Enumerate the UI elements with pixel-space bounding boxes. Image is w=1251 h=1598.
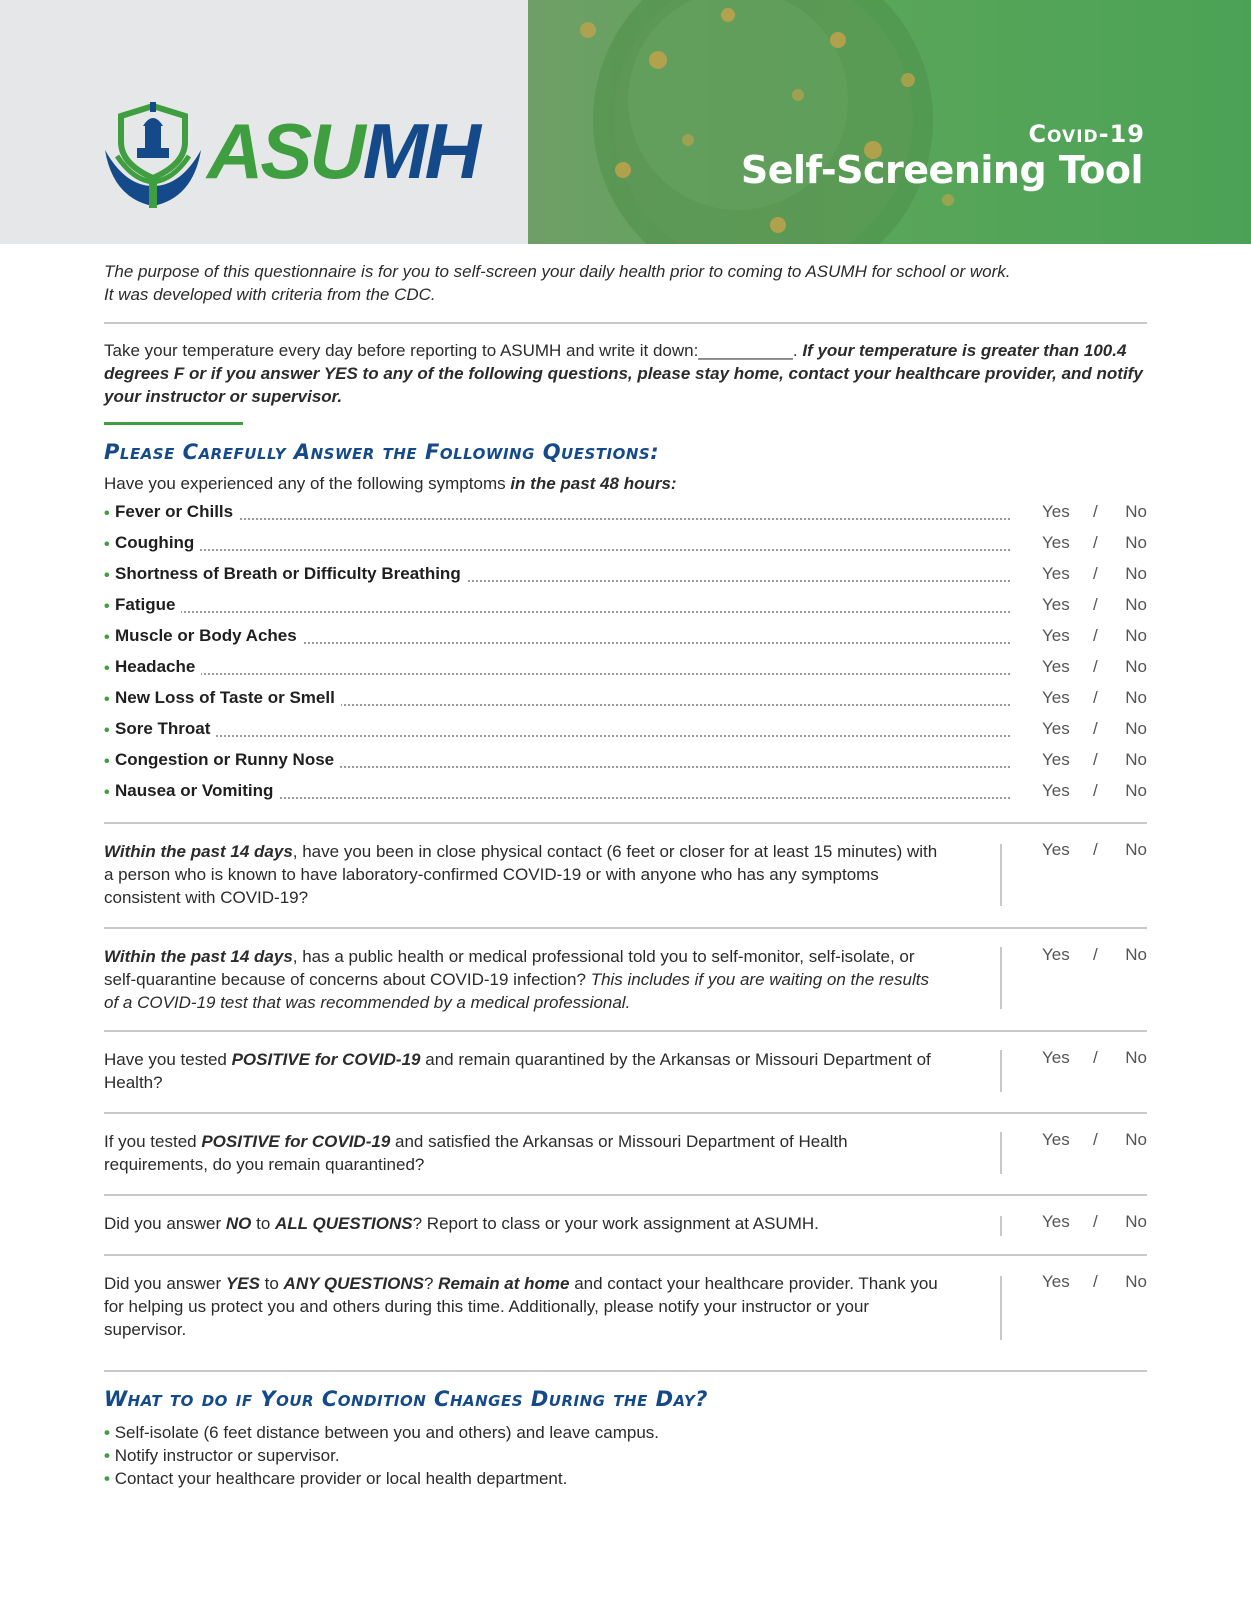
bullet-icon: • [104, 598, 110, 615]
column-divider [1000, 844, 1002, 906]
logo-text-green: ASU [207, 107, 363, 195]
bullet-icon: • [104, 722, 110, 739]
slash-separator: / [1093, 719, 1098, 738]
question-lead: Did you answer [104, 1214, 226, 1233]
question-note: This includes if you are waiting on the results of a COVID-19 test that was recommended by a medical professional. [104, 970, 929, 1012]
dot-leader [115, 518, 1010, 520]
bullet-icon: • [104, 505, 110, 522]
question-text [104, 945, 944, 1014]
symptom-label: Shortness of Breath or Difficulty Breathing [115, 564, 467, 584]
dot-leader [115, 611, 1010, 613]
condition-list [104, 1421, 1147, 1490]
yes-option[interactable]: Yes [1042, 502, 1070, 521]
question-emphasis: Within the past 14 days [104, 947, 293, 966]
slash-separator: / [1093, 533, 1098, 552]
no-option[interactable]: No [1125, 595, 1147, 614]
list-item [104, 1467, 1147, 1490]
question-lead: If you tested [104, 1132, 202, 1151]
yes-option[interactable]: Yes [1042, 945, 1070, 964]
intro-text [104, 260, 1147, 306]
no-option[interactable]: No [1125, 1272, 1147, 1291]
question-answered-no [104, 1196, 1147, 1254]
yes-option[interactable]: Yes [1042, 1130, 1070, 1149]
question-lead: Did you answer [104, 1274, 226, 1293]
no-option[interactable]: No [1125, 1130, 1147, 1149]
slash-separator: / [1093, 1212, 1098, 1231]
shield-emblem-icon [103, 102, 203, 210]
bullet-icon: • [104, 660, 110, 677]
no-option[interactable]: No [1125, 719, 1147, 738]
symptom-label: Fever or Chills [115, 502, 239, 522]
slash-separator: / [1093, 564, 1098, 583]
yes-option[interactable]: Yes [1042, 657, 1070, 676]
bullet-icon: • [104, 691, 110, 708]
slash-separator: / [1093, 626, 1098, 645]
logo-text-blue: MH [362, 107, 478, 195]
yes-option[interactable]: Yes [1042, 1048, 1070, 1067]
symptom-row [104, 746, 1147, 777]
question-body: ? Report to class or your work assignment at ASUMH. [412, 1214, 819, 1233]
symptom-label: Headache [115, 657, 201, 677]
symptom-label: Congestion or Runny Nose [115, 750, 340, 770]
page-title: Self-Screening Tool [740, 148, 1143, 192]
question-punctuation: ? [423, 1274, 439, 1293]
column-divider [1000, 1050, 1002, 1092]
question-lead: Have you tested [104, 1050, 232, 1069]
bullet-icon: • [104, 567, 110, 584]
symptom-list [104, 498, 1147, 808]
form-content [104, 258, 1147, 1490]
no-option[interactable]: No [1125, 945, 1147, 964]
bullet-icon: • [104, 629, 110, 646]
symptoms-lead-text: Have you experienced any of the following symptoms [104, 474, 511, 493]
question-text [104, 1130, 944, 1176]
slash-separator: / [1093, 750, 1098, 769]
question-emphasis: ANY QUESTIONS [283, 1274, 424, 1293]
page-header [0, 0, 1251, 244]
no-option[interactable]: No [1125, 750, 1147, 769]
question-body: and remain quarantined by the Arkansas or Missouri Department of Health? [104, 1050, 931, 1092]
list-item [104, 1444, 1147, 1467]
dot-leader [115, 549, 1010, 551]
yes-option[interactable]: Yes [1042, 595, 1070, 614]
symptom-row [104, 529, 1147, 560]
list-item [104, 1421, 1147, 1444]
slash-separator: / [1093, 781, 1098, 800]
dot-leader [115, 735, 1010, 737]
column-divider [1000, 947, 1002, 1009]
question-body: and satisfied the Arkansas or Missouri Department of Health requirements, do you remain quarantined? [104, 1132, 848, 1174]
question-close-contact [104, 824, 1147, 927]
list-item-text: Self-isolate (6 feet distance between you and others) and leave campus. [114, 1423, 660, 1442]
question-emphasis: NO [225, 1214, 252, 1233]
questions-section-title: Please Carefully Answer the Following Questions: [104, 440, 660, 464]
slash-separator: / [1093, 840, 1098, 859]
asumh-logo [103, 102, 478, 212]
question-text [104, 1272, 944, 1341]
symptom-row [104, 777, 1147, 808]
header-logo-panel [0, 0, 528, 244]
no-option[interactable]: No [1125, 840, 1147, 859]
column-divider [1000, 1276, 1002, 1340]
bullet-icon: • [104, 753, 110, 770]
symptom-row [104, 653, 1147, 684]
symptom-row [104, 715, 1147, 746]
yes-option[interactable]: Yes [1042, 840, 1070, 859]
slash-separator: / [1093, 688, 1098, 707]
question-emphasis: POSITIVE for COVID-19 [231, 1050, 421, 1069]
yes-option[interactable]: Yes [1042, 533, 1070, 552]
temperature-instructions [104, 339, 1147, 408]
column-divider [1000, 1132, 1002, 1174]
dot-leader [115, 673, 1010, 675]
question-body: and contact your healthcare provider. Thank you for helping us protect you and others during this time. Additionally, please notify your instructor or your supervisor. [104, 1274, 938, 1339]
symptom-label: Muscle or Body Aches [115, 626, 303, 646]
no-option[interactable]: No [1125, 626, 1147, 645]
divider [104, 322, 1147, 324]
symptoms-lead [104, 474, 1147, 494]
symptoms-lead-emphasis: in the past 48 hours: [510, 474, 677, 493]
question-connector: to [251, 1214, 276, 1233]
bullet-icon: • [104, 1469, 115, 1488]
bullet-icon: • [104, 536, 110, 553]
yes-option[interactable]: Yes [1042, 1272, 1070, 1291]
yes-option[interactable]: Yes [1042, 781, 1070, 800]
condition-section-title: What to do if Your Condition Changes During the Day? [104, 1387, 708, 1411]
symptom-label: Coughing [115, 533, 200, 553]
question-emphasis: ALL QUESTIONS [275, 1214, 413, 1233]
temperature-instruction-text: Take your temperature every day before reporting to ASUMH and write it down:__________. [104, 341, 803, 360]
question-emphasis: Remain at home [438, 1274, 570, 1293]
question-body: , have you been in close physical contact (6 feet or closer for at least 15 minutes) with a person who is known to have laboratory-confirmed COVID-19 or with anyone who has any symptoms consistent with COVID-19? [104, 842, 938, 907]
bullet-icon: • [104, 784, 110, 801]
question-text [104, 1048, 944, 1094]
yes-option[interactable]: Yes [1042, 564, 1070, 583]
column-divider [1000, 1216, 1002, 1236]
divider [104, 1370, 1147, 1372]
question-self-monitor [104, 929, 1147, 1030]
symptom-row [104, 684, 1147, 715]
symptom-label: Sore Throat [115, 719, 216, 739]
no-option[interactable]: No [1125, 657, 1147, 676]
logo-wordmark [207, 107, 478, 195]
slash-separator: / [1093, 657, 1098, 676]
question-remain-quarantined [104, 1114, 1147, 1194]
bullet-icon: • [104, 1423, 115, 1442]
question-text [104, 1212, 984, 1235]
symptom-label: New Loss of Taste or Smell [115, 688, 341, 708]
slash-separator: / [1093, 1130, 1098, 1149]
symptom-row [104, 591, 1147, 622]
question-answered-yes [104, 1256, 1147, 1370]
no-option[interactable]: No [1125, 1048, 1147, 1067]
no-option[interactable]: No [1125, 564, 1147, 583]
slash-separator: / [1093, 595, 1098, 614]
list-item-text: Notify instructor or supervisor. [114, 1446, 340, 1465]
covid-subtitle: Covid-19 [1028, 120, 1145, 148]
slash-separator: / [1093, 1272, 1098, 1291]
question-body: , has a public health or medical professional told you to self-monitor, self-isolate, or self-quarantine because of concerns about COVID-19 infection? [104, 947, 915, 989]
symptom-label: Fatigue [115, 595, 181, 615]
temperature-warning: If your temperature is greater than 100.4 degrees F or if you answer YES to any of the following questions, please stay home, contact your healthcare provider, and notify your instructor or supervisor. [104, 341, 1143, 406]
accent-bar [104, 422, 243, 425]
slash-separator: / [1093, 945, 1098, 964]
no-option[interactable]: No [1125, 781, 1147, 800]
yes-option[interactable]: Yes [1042, 719, 1070, 738]
intro-line-1: The purpose of this questionnaire is for you to self-screen your daily health prior to coming to ASUMH for school or work. [104, 262, 1011, 281]
question-text [104, 840, 944, 909]
slash-separator: / [1093, 1048, 1098, 1067]
question-connector: to [259, 1274, 284, 1293]
bullet-icon: • [104, 1446, 115, 1465]
no-option[interactable]: No [1125, 502, 1147, 521]
question-emphasis: POSITIVE for COVID-19 [201, 1132, 391, 1151]
yes-option[interactable]: Yes [1042, 1212, 1070, 1231]
no-option[interactable]: No [1125, 533, 1147, 552]
header-title-panel [528, 0, 1251, 244]
slash-separator: / [1093, 502, 1098, 521]
symptom-label: Nausea or Vomiting [115, 781, 279, 801]
symptom-row [104, 498, 1147, 529]
no-option[interactable]: No [1125, 688, 1147, 707]
symptom-row [104, 560, 1147, 591]
yes-option[interactable]: Yes [1042, 626, 1070, 645]
question-emphasis: Within the past 14 days [104, 842, 293, 861]
yes-option[interactable]: Yes [1042, 688, 1070, 707]
no-option[interactable]: No [1125, 1212, 1147, 1231]
question-tested-positive [104, 1032, 1147, 1112]
yes-option[interactable]: Yes [1042, 750, 1070, 769]
intro-line-2: It was developed with criteria from the CDC. [104, 285, 436, 304]
list-item-text: Contact your healthcare provider or local health department. [114, 1469, 568, 1488]
question-emphasis: YES [225, 1274, 260, 1293]
symptom-row [104, 622, 1147, 653]
